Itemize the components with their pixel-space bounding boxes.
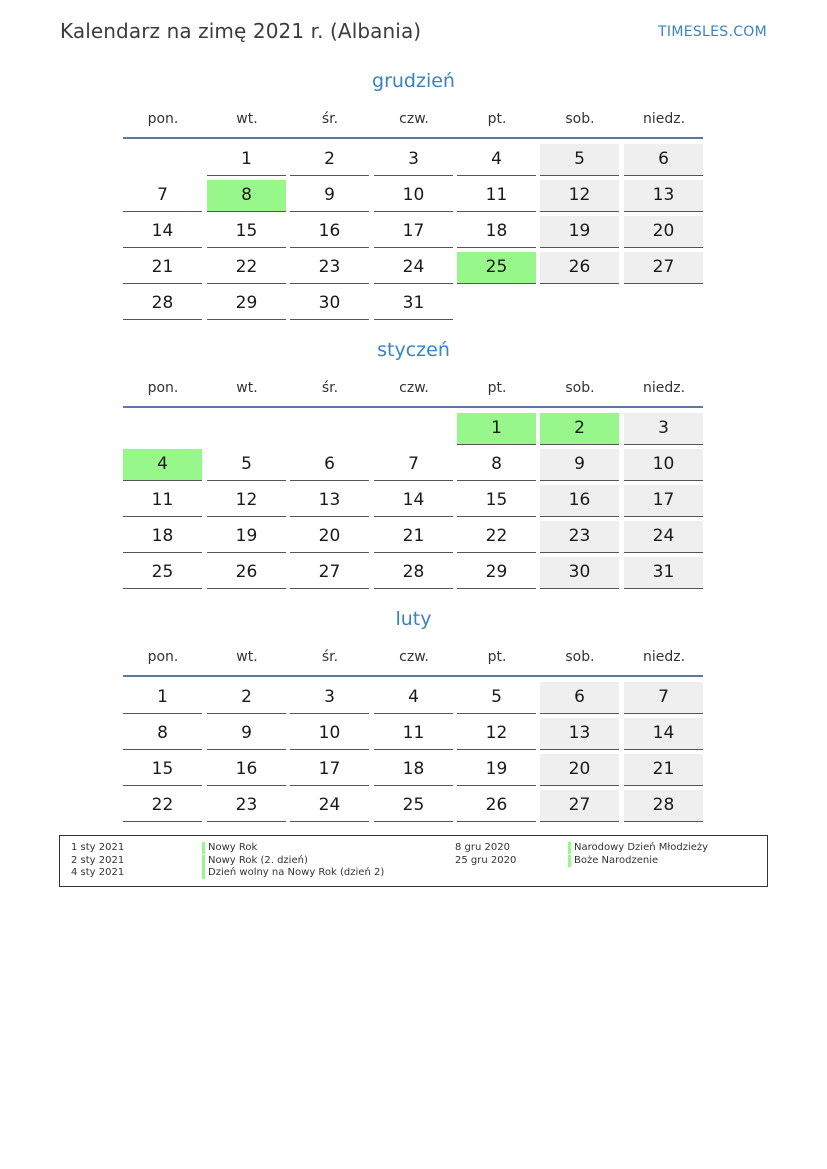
day-cell: 25 (374, 790, 453, 822)
day-cell: 25 (123, 557, 202, 589)
day-cell: 15 (207, 216, 286, 248)
weekday-label: pon. (147, 380, 179, 396)
day-cell: 4 (457, 144, 536, 176)
header-rule (123, 406, 703, 408)
day-cell: 14 (624, 718, 703, 750)
day-cell: 10 (290, 718, 369, 750)
header-rule (123, 675, 703, 677)
day-cell: 13 (624, 180, 703, 212)
day-cell: 6 (290, 449, 369, 481)
day-cell: 8 (123, 718, 202, 750)
day-cell: 10 (374, 180, 453, 212)
weekday-label: czw. (399, 111, 429, 127)
day-cell: 21 (624, 754, 703, 786)
weekday-header (123, 649, 703, 669)
day-cell: 29 (207, 288, 286, 320)
legend-holiday-name: Boże Narodzenie (568, 855, 658, 867)
day-cell: 27 (290, 557, 369, 589)
weekday-header (123, 380, 703, 400)
weekday-label: wt. (236, 111, 258, 127)
day-cell: 9 (207, 718, 286, 750)
month-name: grudzień (372, 70, 455, 92)
day-cell: 16 (207, 754, 286, 786)
day-cell: 16 (290, 216, 369, 248)
day-cell: 6 (540, 682, 619, 714)
day-cell: 20 (290, 521, 369, 553)
weekday-label: śr. (321, 380, 339, 396)
day-cell: 5 (457, 682, 536, 714)
weekday-label: pt. (487, 380, 507, 396)
day-cell: 5 (207, 449, 286, 481)
weekday-label: niedz. (642, 380, 686, 396)
day-cell: 4 (374, 682, 453, 714)
day-cell: 13 (540, 718, 619, 750)
weekday-label: pon. (147, 649, 179, 665)
day-cell: 28 (374, 557, 453, 589)
day-cell: 26 (540, 252, 619, 284)
legend-date: 8 gru 2020 (455, 842, 510, 853)
holiday-day-cell: 25 (457, 252, 536, 284)
weekday-label: sob. (565, 111, 595, 127)
day-cell: 5 (540, 144, 619, 176)
day-cell: 7 (123, 180, 202, 212)
holiday-day-cell: 8 (207, 180, 286, 212)
day-cell: 10 (624, 449, 703, 481)
day-cell: 30 (290, 288, 369, 320)
day-cell: 19 (207, 521, 286, 553)
legend-date: 25 gru 2020 (455, 854, 517, 866)
legend-date: 1 sty 2021 (71, 842, 125, 853)
holiday-day-cell: 2 (540, 413, 619, 445)
legend-holiday-name: Dzień wolny na Nowy Rok (dzień 2) (202, 867, 384, 879)
day-cell: 20 (624, 216, 703, 248)
day-cell: 9 (540, 449, 619, 481)
day-cell: 8 (457, 449, 536, 481)
day-cell: 22 (207, 252, 286, 284)
legend-holiday-name: Narodowy Dzień Młodzieży (568, 842, 708, 854)
legend-holiday-name: Nowy Rok (202, 842, 257, 854)
day-cell: 12 (540, 180, 619, 212)
day-cell: 1 (123, 682, 202, 714)
weekday-label: czw. (399, 380, 429, 396)
day-cell: 14 (374, 485, 453, 517)
day-cell: 3 (290, 682, 369, 714)
day-cell: 24 (374, 252, 453, 284)
day-cell: 3 (624, 413, 703, 445)
day-cell: 27 (540, 790, 619, 822)
day-cell: 28 (624, 790, 703, 822)
month-name: styczeń (377, 339, 450, 361)
day-cell: 6 (624, 144, 703, 176)
day-cell: 14 (123, 216, 202, 248)
weekday-header (123, 111, 703, 131)
month-name: luty (395, 608, 432, 630)
holiday-day-cell: 1 (457, 413, 536, 445)
legend-holiday-name: Nowy Rok (2. dzień) (202, 855, 308, 867)
weekday-label: sob. (565, 380, 595, 396)
weekday-label: pon. (147, 111, 179, 127)
day-cell: 24 (290, 790, 369, 822)
day-cell: 23 (207, 790, 286, 822)
day-cell: 21 (374, 521, 453, 553)
legend-date: 2 sty 2021 (71, 854, 125, 866)
day-cell: 3 (374, 144, 453, 176)
day-cell: 27 (624, 252, 703, 284)
weekday-label: pt. (487, 111, 507, 127)
holiday-day-cell: 4 (123, 449, 202, 481)
day-cell: 17 (624, 485, 703, 517)
day-cell: 20 (540, 754, 619, 786)
weekday-label: niedz. (642, 111, 686, 127)
day-cell: 18 (457, 216, 536, 248)
day-cell: 9 (290, 180, 369, 212)
weekday-label: śr. (321, 111, 339, 127)
holiday-legend (59, 835, 768, 887)
day-cell: 1 (207, 144, 286, 176)
weekday-label: sob. (565, 649, 595, 665)
day-cell: 11 (374, 718, 453, 750)
day-cell: 7 (374, 449, 453, 481)
brand-link[interactable]: TIMESLES.COM (658, 24, 767, 40)
day-cell: 30 (540, 557, 619, 589)
day-cell: 18 (123, 521, 202, 553)
day-cell: 17 (290, 754, 369, 786)
day-cell: 22 (457, 521, 536, 553)
day-cell: 16 (540, 485, 619, 517)
day-cell: 28 (123, 288, 202, 320)
day-cell: 19 (540, 216, 619, 248)
day-cell: 31 (374, 288, 453, 320)
day-cell: 17 (374, 216, 453, 248)
day-cell: 13 (290, 485, 369, 517)
weekday-label: śr. (321, 649, 339, 665)
day-cell: 12 (457, 718, 536, 750)
day-cell: 15 (123, 754, 202, 786)
weekday-label: niedz. (642, 649, 686, 665)
weekday-label: czw. (399, 649, 429, 665)
day-cell: 2 (290, 144, 369, 176)
header-rule (123, 137, 703, 139)
day-cell: 23 (290, 252, 369, 284)
day-cell: 31 (624, 557, 703, 589)
day-cell: 7 (624, 682, 703, 714)
page-title: Kalendarz na zimę 2021 r. (Albania) (60, 19, 422, 43)
day-cell: 23 (540, 521, 619, 553)
weekday-label: wt. (236, 380, 258, 396)
day-cell: 22 (123, 790, 202, 822)
day-cell: 12 (207, 485, 286, 517)
day-cell: 11 (123, 485, 202, 517)
day-cell: 26 (457, 790, 536, 822)
day-cell: 29 (457, 557, 536, 589)
day-cell: 24 (624, 521, 703, 553)
day-cell: 18 (374, 754, 453, 786)
legend-date: 4 sty 2021 (71, 867, 125, 878)
day-cell: 2 (207, 682, 286, 714)
weekday-label: wt. (236, 649, 258, 665)
day-cell: 11 (457, 180, 536, 212)
day-cell: 26 (207, 557, 286, 589)
day-cell: 21 (123, 252, 202, 284)
day-cell: 19 (457, 754, 536, 786)
day-cell: 15 (457, 485, 536, 517)
weekday-label: pt. (487, 649, 507, 665)
